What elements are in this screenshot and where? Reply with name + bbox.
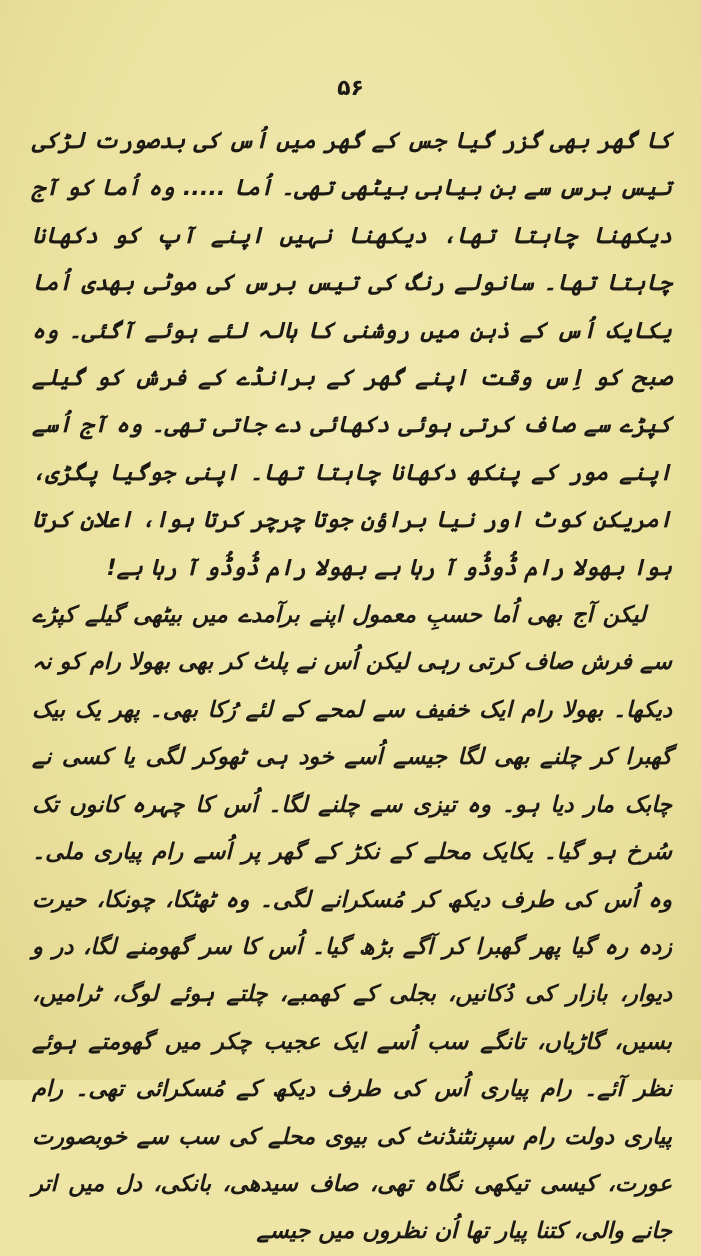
paragraph-2: لیکن آج بھی اُما حسبِ معمول اپنے برآمدے میں بیٹھی گیلے کپڑے سے فرش صاف کرتی رہی لیکن اُس نے پلٹ کر بھی بھولا رام کو نہ دیکھا۔ بھولا رام ایک خفیف سے لمحے کے لئے رُکا بھی۔ پھر یک بیک گھبرا کر چلنے بھی لگا جیسے اُسے خود ہی ٹھوکر لگی یا کسی نے چابک مار دیا ہو۔ وہ تیزی سے چلنے لگا۔ اُس کا چہرہ کانوں تک سُرخ ہو گیا۔ یکایک محلے کے نکڑ کے گھر پر اُسے رام پیاری ملی۔ وہ اُس کی طرف دیکھ کر مُسکرانے لگی۔ وہ ٹھٹکا، چونکا، حیرت زدہ رہ گیا پھر گھبرا کر آگے بڑھ گیا۔ اُس کا سر گھومنے لگا، در و دیوار، بازار کی دُکانیں، بجلی کے کھمبے، چلتے ہوئے لوگ، ٹرامیں، بسیں، گاڑیاں، تانگے سب اُسے ایک عجیب چکر میں گھومتے ہوئے نظر آئے۔ رام پیاری اُس کی طرف دیکھ کے مُسکرائی تھی۔ رام پیاری دولت رام سپرنٹنڈنٹ کی بیوی محلے کی سب سے خوبصورت عورت، کیسی تیکھی نگاہ تھی، صاف سیدھی، بانکی، دل میں اتر جانے والی، کتنا پیار تھا اُن نظروں میں جیسے xyxy=(32,602,672,1245)
page-body xyxy=(32,118,672,1256)
page-number: ۵۶ xyxy=(337,76,364,101)
paragraph-1: کا گھر بھی گزر گیا جس کے گھر میں اُس کی بدصورت لڑکی تیس برس سے بن بیاہی بیٹھی تھی۔ اُما ..... وہ اُما کو آج دیکھنا چاہتا تھا، دیکھنا نہیں اپنے آپ کو دکھانا چاہتا تھا۔ سانولے رنگ کی تیس برس کی موٹی بھدی اُما یکایک اُس کے ذہن میں روشنی کا ہالہ لئے ہوئے آگئی۔ وہ صبح کو اِس وقت اپنے گھر کے برانڈے کے فرش کو گیلے کپڑے سے صاف کرتی ہوئی دکھائی دے جاتی تھی۔ وہ آج اُسے اپنے مور کے پنکھ دکھانا چاہتا تھا۔ اپنی جوگیا پگڑی، امریکن کوٹ اور نیا براؤن جوتا چرچر کرتا ہوا، اعلان کرتا ہوا بھولا رام ڈُوڈُو آ رہا ہے بھولا رام ڈُوڈُو آ رہا ہے! xyxy=(32,128,672,581)
